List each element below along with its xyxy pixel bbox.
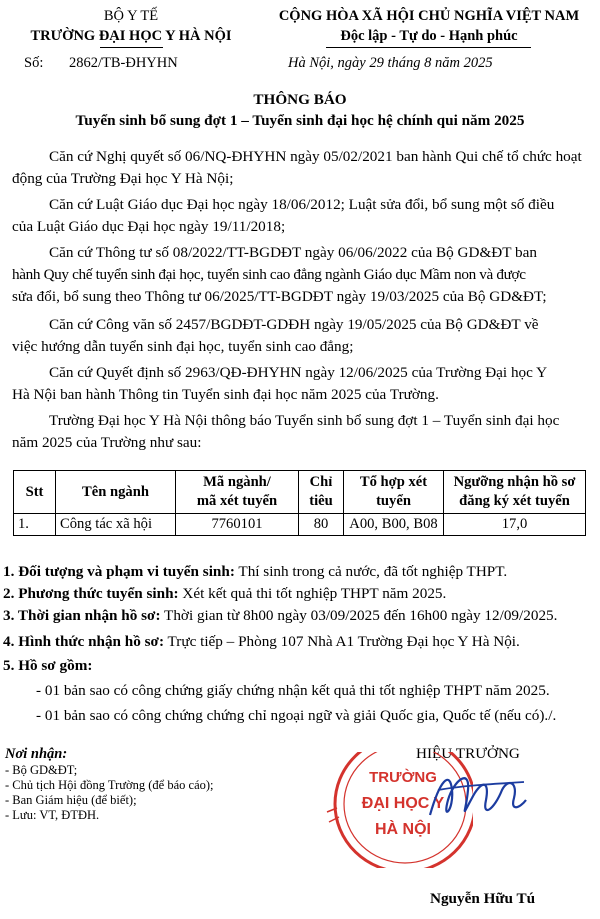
item-label: 5. Hồ sơ gồm: bbox=[3, 657, 93, 674]
paragraph-line: năm 2025 của Trường như sau: bbox=[12, 434, 202, 451]
recipient-item: - Bộ GD&ĐT; bbox=[5, 763, 78, 777]
signer-name: Nguyễn Hữu Tú bbox=[430, 890, 536, 907]
recipient-item: - Ban Giám hiệu (để biết); bbox=[5, 793, 137, 807]
header-stt: Stt bbox=[14, 471, 56, 514]
document-number bbox=[24, 55, 178, 72]
stamp-text-line1: TRƯỜNG bbox=[369, 769, 437, 786]
paragraph-line: việc hướng dẫn tuyển sinh đại học, tuyển sinh cao đẳng; bbox=[12, 338, 354, 355]
item-label: 4. Hình thức nhận hồ sơ: bbox=[3, 633, 165, 650]
national-motto: Độc lập - Tự do - Hạnh phúc bbox=[340, 28, 518, 44]
cell-threshold: 17,0 bbox=[444, 514, 586, 536]
doc-number-label: Số: bbox=[24, 55, 44, 71]
cell-subject-combination: A00, B00, B08 bbox=[344, 514, 444, 536]
document-bullet: - 01 bản sao có công chứng giấy chứng nhận kết quả thi tốt nghiệp THPT năm 2025. bbox=[36, 682, 550, 699]
cell-major-name: Công tác xã hội bbox=[56, 514, 176, 536]
header-threshold: Ngưỡng nhận hồ sơ đăng ký xét tuyển bbox=[444, 471, 586, 514]
item-text: Xét kết quả thi tốt nghiệp THPT năm 2025. bbox=[178, 585, 447, 602]
document-title: THÔNG BÁO bbox=[253, 91, 347, 108]
paragraph-basis-4 bbox=[12, 314, 588, 358]
cell-stt: 1. bbox=[14, 514, 56, 536]
item-submission bbox=[3, 631, 520, 653]
header-quota: Chỉ tiêu bbox=[299, 471, 344, 514]
signer-role: HIỆU TRƯỞNG bbox=[416, 745, 520, 762]
header-major-code: Mã ngành/ mã xét tuyển bbox=[176, 471, 299, 514]
document-bullet: - 01 bản sao có công chứng chứng chỉ ngoại ngữ và giải Quốc gia, Quốc tế (nếu có)./. bbox=[36, 707, 557, 724]
recipients-title: Nơi nhận: bbox=[5, 746, 68, 762]
country-name: CỘNG HÒA XÃ HỘI CHỦ NGHĨA VIỆT NAM bbox=[278, 8, 580, 24]
document-subtitle: Tuyển sinh bổ sung đợt 1 – Tuyển sinh đại học hệ chính qui năm 2025 bbox=[75, 112, 525, 129]
admission-table bbox=[13, 470, 586, 536]
item-method bbox=[3, 583, 446, 605]
paragraph-line: động của Trường Đại học Y Hà Nội; bbox=[12, 170, 234, 187]
table-header-row bbox=[14, 471, 586, 514]
ministry-name: BỘ Y TẾ bbox=[103, 8, 159, 24]
stamp-text-line2: ĐẠI HỌC Y bbox=[361, 795, 445, 812]
university-name: TRƯỜNG ĐẠI HỌC Y HÀ NỘI bbox=[30, 28, 232, 44]
paragraph-line: Căn cứ Công văn số 2457/BGDĐT-GDĐH ngày 19/05/2025 của Bộ GD&ĐT về bbox=[49, 316, 539, 333]
handwritten-signature bbox=[420, 760, 530, 835]
paragraph-basis-2 bbox=[12, 194, 588, 238]
header-left bbox=[0, 6, 262, 46]
motto-underline bbox=[326, 47, 531, 48]
paragraph-line: Hà Nội ban hành Thông tin Tuyển sinh đại học năm 2025 của Trường. bbox=[12, 386, 439, 403]
item-text: Thí sinh trong cả nước, đã tốt nghiệp THPT. bbox=[234, 563, 508, 580]
header-right bbox=[258, 6, 600, 46]
item-label: 2. Phương thức tuyển sinh: bbox=[3, 585, 179, 602]
paragraph-line: của Luật Giáo dục Đại học ngày 19/11/2018; bbox=[12, 218, 286, 235]
paragraph-line: sửa đổi, bổ sung theo Thông tư 06/2025/TT-BGDĐT ngày 19/03/2025 của Bộ GD&ĐT; bbox=[12, 288, 547, 305]
header-subject-combination: Tổ hợp xét tuyển bbox=[344, 471, 444, 514]
header-major-name: Tên ngành bbox=[56, 471, 176, 514]
paragraph-line: Căn cứ Luật Giáo dục Đại học ngày 18/06/2012; Luật sửa đổi, bổ sung một số điều bbox=[49, 196, 555, 213]
recipient-item: - Chủ tịch Hội đồng Trường (để báo cáo); bbox=[5, 778, 214, 792]
item-documents bbox=[3, 655, 92, 677]
paragraph-basis-1 bbox=[12, 146, 588, 190]
recipients-block bbox=[5, 745, 214, 823]
paragraph-line: Căn cứ Quyết định số 2963/QĐ-ĐHYHN ngày 12/06/2025 của Trường Đại học Y bbox=[49, 364, 548, 381]
paragraph-line: hành Quy chế tuyển sinh đại học, tuyển sinh cao đẳng ngành Giáo dục Mầm non và được bbox=[12, 266, 526, 283]
place-date: Hà Nội, ngày 29 tháng 8 năm 2025 bbox=[288, 55, 493, 71]
paragraph-announcement bbox=[12, 410, 588, 454]
stamp-text-line3: HÀ NỘI bbox=[375, 821, 431, 838]
item-label: 3. Thời gian nhận hồ sơ: bbox=[3, 607, 161, 624]
cell-major-code: 7760101 bbox=[176, 514, 299, 536]
item-time bbox=[3, 605, 557, 627]
table-row bbox=[14, 514, 586, 536]
paragraph-line: Căn cứ Thông tư số 08/2022/TT-BGDĐT ngày 06/06/2022 của Bộ GD&ĐT ban bbox=[49, 244, 537, 261]
recipient-item: - Lưu: VT, ĐTĐH. bbox=[5, 808, 100, 822]
item-target bbox=[3, 561, 507, 583]
item-label: 1. Đối tượng và phạm vi tuyển sinh: bbox=[3, 563, 235, 580]
item-text: Thời gian từ 8h00 ngày 03/09/2025 đến 16h00 ngày 12/09/2025. bbox=[160, 607, 558, 624]
item-text: Trực tiếp – Phòng 107 Nhà A1 Trường Đại học Y Hà Nội. bbox=[164, 633, 520, 650]
signature-stroke bbox=[430, 778, 526, 815]
cell-quota: 80 bbox=[299, 514, 344, 536]
paragraph-basis-3 bbox=[12, 242, 588, 308]
doc-number-value: 2862/TB-ĐHYHN bbox=[68, 55, 178, 71]
paragraph-line: Căn cứ Nghị quyết số 06/NQ-ĐHYHN ngày 05/02/2021 ban hành Qui chế tổ chức hoạt bbox=[49, 148, 582, 165]
paragraph-line: Trường Đại học Y Hà Nội thông báo Tuyển sinh bổ sung đợt 1 – Tuyển sinh đại học bbox=[49, 412, 560, 429]
header-left-underline bbox=[100, 47, 163, 48]
paragraph-basis-5 bbox=[12, 362, 588, 406]
